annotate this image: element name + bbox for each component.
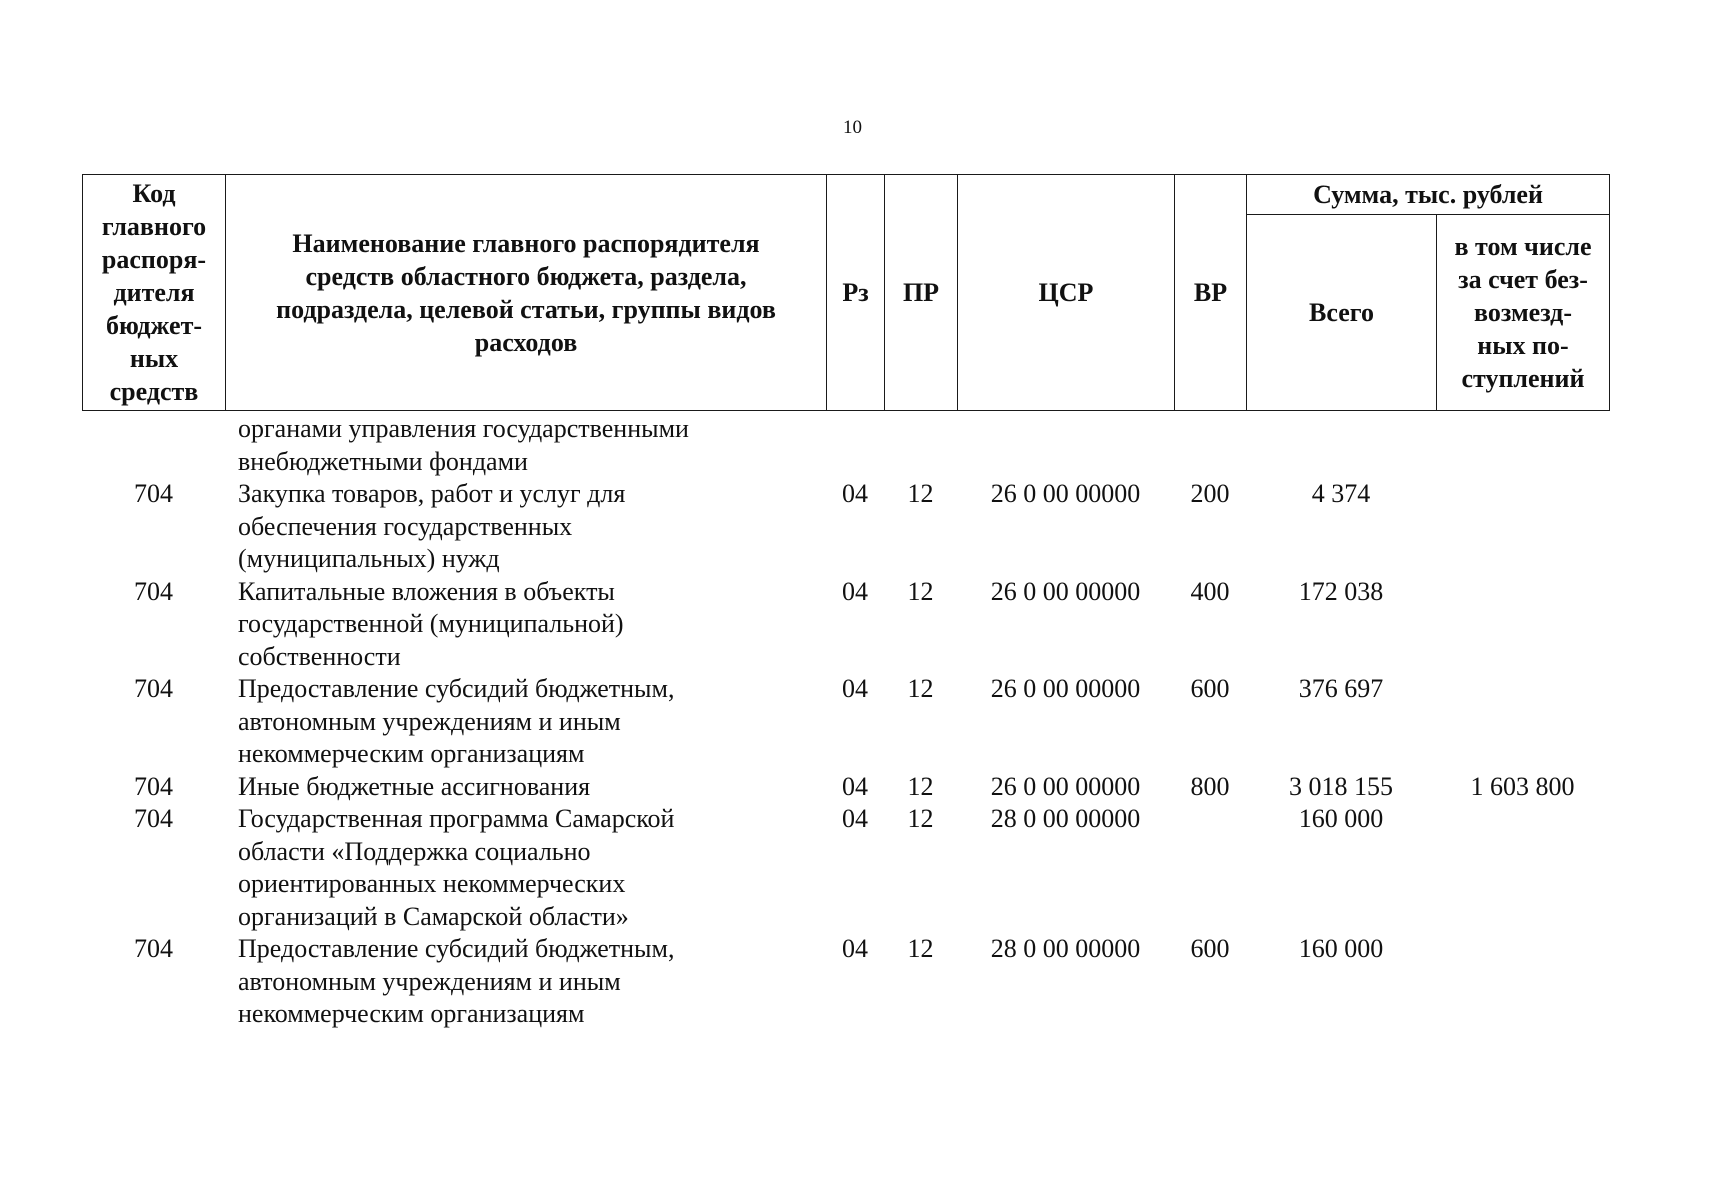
header-pr: ПР	[885, 175, 958, 411]
row-vr: 800	[1190, 771, 1230, 801]
row-name-line: Капитальные вложения в объекты	[238, 576, 615, 606]
row-vr: 600	[1190, 674, 1230, 703]
table-row	[82, 933, 1609, 1031]
row-code: 704	[134, 576, 173, 606]
table-row	[82, 803, 1609, 933]
row-name-line: собственности	[238, 641, 401, 671]
row-rz: 04	[842, 771, 868, 801]
row-pr: 12	[907, 479, 934, 508]
row-total: 160 000	[1298, 804, 1384, 833]
header-csr: ЦСР	[958, 175, 1175, 411]
header-code-line: главного	[101, 212, 207, 241]
row-name	[238, 673, 798, 771]
header-name-line: Наименование главного распорядителя	[292, 228, 760, 258]
row-total: 4 374	[1311, 479, 1371, 508]
header-free-line: в том числе	[1454, 232, 1592, 261]
table-row	[82, 413, 1609, 478]
row-rz: 04	[842, 674, 868, 703]
row-vr: 200	[1190, 479, 1230, 508]
header-free-line: за счет без-	[1458, 265, 1588, 294]
page-number: 10	[843, 117, 862, 138]
header-code-line: Код	[132, 179, 176, 208]
header-vr: ВР	[1175, 175, 1247, 411]
row-name-line: Государственная программа Самарской	[238, 804, 675, 833]
row-name	[238, 803, 798, 933]
row-total: 160 000	[1298, 934, 1384, 963]
row-name	[238, 576, 798, 674]
header-name-line: средств областного бюджета, раздела,	[305, 261, 747, 291]
row-name-line: обеспечения государственных	[238, 511, 573, 541]
row-rz: 04	[842, 576, 868, 606]
row-name-line: ориентированных некоммерческих	[238, 869, 626, 898]
header-name-line: расходов	[474, 327, 578, 357]
row-name-line: автономным учреждениям и иным	[238, 966, 621, 996]
header-code-line: средств	[109, 377, 199, 406]
row-name	[238, 413, 798, 478]
row-name-line: некоммерческим организациям	[238, 999, 585, 1028]
header-code-line: бюджет-	[105, 311, 202, 340]
row-rz: 04	[842, 479, 868, 508]
header-name-line: подраздела, целевой статьи, группы видов	[276, 294, 776, 324]
row-free: 1 603 800	[1470, 771, 1575, 801]
row-pr: 12	[907, 804, 934, 833]
table-row	[82, 673, 1609, 771]
header-code-line: распоря-	[101, 245, 207, 274]
row-name-line: Иные бюджетные ассигнования	[238, 771, 591, 801]
row-name-line: автономным учреждениям и иным	[238, 706, 621, 736]
row-rz: 04	[842, 804, 868, 833]
header-total: Всего	[1247, 215, 1437, 411]
row-csr: 28 0 00 00000	[990, 934, 1141, 963]
row-name-line: некоммерческим организациям	[238, 739, 585, 768]
row-pr: 12	[907, 771, 934, 801]
row-vr: 600	[1190, 934, 1230, 963]
row-name-line: Закупка товаров, работ и услуг для	[238, 479, 626, 508]
row-vr: 400	[1190, 576, 1230, 606]
row-code: 704	[134, 771, 173, 801]
row-code: 704	[134, 674, 173, 703]
row-name-line: Предоставление субсидий бюджетным,	[238, 934, 675, 963]
row-total: 172 038	[1298, 576, 1384, 606]
budget-table-body	[82, 413, 1609, 1031]
row-pr: 12	[907, 934, 934, 963]
table-row	[82, 576, 1609, 674]
header-code	[83, 175, 226, 411]
table-row	[82, 478, 1609, 576]
row-rz: 04	[842, 934, 868, 963]
header-free	[1437, 215, 1610, 411]
header-free-line: ступлений	[1461, 364, 1585, 393]
row-name-line: Предоставление субсидий бюджетным,	[238, 674, 675, 703]
header-free-line: возмезд-	[1474, 298, 1572, 327]
row-name-line: (муниципальных) нужд	[238, 544, 500, 573]
row-name-line: области «Поддержка социально	[238, 836, 591, 866]
row-csr: 26 0 00 00000	[990, 479, 1141, 508]
row-name-line: органами управления государственными	[238, 414, 689, 443]
row-csr: 26 0 00 00000	[990, 771, 1141, 801]
budget-table-header	[82, 174, 1610, 411]
row-pr: 12	[907, 674, 934, 703]
table-row	[82, 771, 1609, 804]
header-name	[226, 175, 827, 411]
header-free-line: ных по-	[1477, 331, 1569, 360]
row-csr: 26 0 00 00000	[990, 674, 1141, 703]
row-pr: 12	[907, 576, 934, 606]
header-rz: Рз	[827, 175, 885, 411]
row-total: 3 018 155	[1289, 771, 1393, 801]
row-code: 704	[134, 479, 173, 508]
row-total: 376 697	[1298, 674, 1384, 703]
header-code-line: ных	[129, 344, 179, 373]
row-csr: 28 0 00 00000	[990, 804, 1141, 833]
header-sum: Сумма, тыс. рублей	[1247, 175, 1610, 215]
row-code: 704	[134, 934, 173, 963]
row-name	[238, 478, 798, 576]
row-name-line: организаций в Самарской области»	[238, 901, 629, 931]
row-name-line: внебюджетными фондами	[238, 446, 528, 476]
row-csr: 26 0 00 00000	[990, 576, 1141, 606]
row-name	[238, 771, 798, 804]
row-name-line: государственной (муниципальной)	[238, 609, 624, 638]
header-code-line: дителя	[113, 278, 195, 307]
row-name	[238, 933, 798, 1031]
row-code: 704	[134, 804, 173, 833]
